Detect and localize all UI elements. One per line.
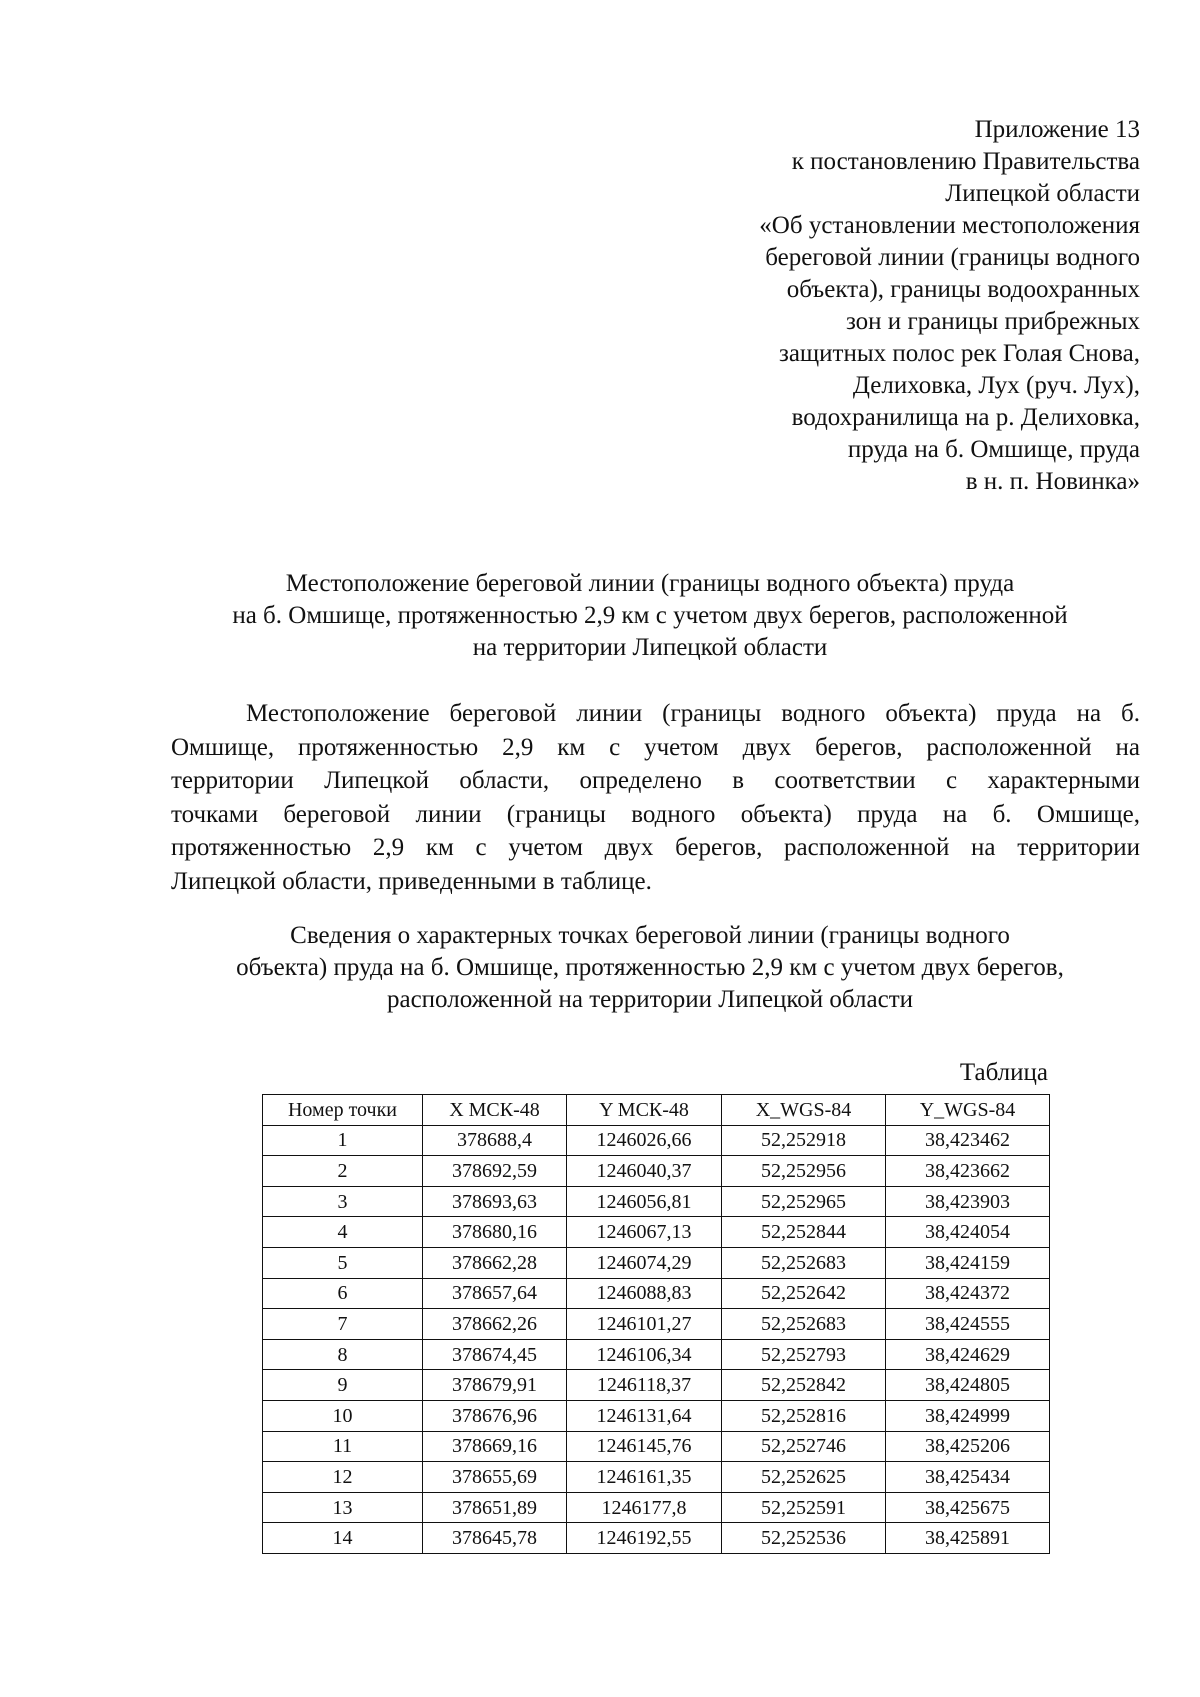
cell-x-wgs: 52,252918 (722, 1125, 886, 1156)
appendix-line: береговой линии (границы водного (765, 244, 1140, 271)
header-cell-point-number: Номер точки (263, 1095, 423, 1126)
appendix-line: объекта), границы водоохранных (786, 276, 1140, 303)
cell-x-msk: 378651,89 (423, 1492, 567, 1523)
cell-point-number: 14 (263, 1523, 423, 1554)
coordinates-table (262, 1094, 1050, 1554)
appendix-line: Липецкой области (945, 180, 1140, 207)
cell-x-wgs: 52,252965 (722, 1186, 886, 1217)
appendix-line: «Об установлении местоположения (759, 212, 1140, 239)
cell-x-wgs: 52,252625 (722, 1462, 886, 1493)
cell-point-number: 5 (263, 1247, 423, 1278)
cell-y-wgs: 38,424999 (886, 1400, 1050, 1431)
cell-point-number: 13 (263, 1492, 423, 1523)
cell-x-wgs: 52,252746 (722, 1431, 886, 1462)
table-row (263, 1217, 1050, 1248)
appendix-line: Делиховка, Лух (руч. Лух), (852, 372, 1140, 399)
cell-x-wgs: 52,252591 (722, 1492, 886, 1523)
cell-point-number: 10 (263, 1400, 423, 1431)
table-row (263, 1125, 1050, 1156)
appendix-line: зон и границы прибрежных (845, 308, 1140, 335)
cell-point-number: 2 (263, 1156, 423, 1187)
cell-y-wgs: 38,425434 (886, 1462, 1050, 1493)
cell-x-msk: 378674,45 (423, 1339, 567, 1370)
table-body (263, 1125, 1050, 1553)
cell-y-wgs: 38,424629 (886, 1339, 1050, 1370)
paragraph-line: протяженностью 2,9 км с учетом двух берегов, расположенной на территории (171, 834, 1140, 861)
cell-x-wgs: 52,252956 (722, 1156, 886, 1187)
cell-y-wgs: 38,425206 (886, 1431, 1050, 1462)
title-line: на б. Омшище, протяженностью 2,9 км с учетом двух берегов, расположенной (232, 602, 1068, 629)
cell-x-wgs: 52,252793 (722, 1339, 886, 1370)
appendix-line: в н. п. Новинка» (965, 468, 1140, 495)
cell-x-wgs: 52,252683 (722, 1247, 886, 1278)
table-row (263, 1247, 1050, 1278)
cell-x-msk: 378669,16 (423, 1431, 567, 1462)
cell-y-msk: 1246161,35 (567, 1462, 722, 1493)
header-cell-x-wgs: X_WGS-84 (722, 1095, 886, 1126)
cell-point-number: 8 (263, 1339, 423, 1370)
header-cell-y-msk: Y МСК-48 (567, 1095, 722, 1126)
title-line: на территории Липецкой области (472, 634, 828, 661)
cell-y-wgs: 38,424372 (886, 1278, 1050, 1309)
cell-x-wgs: 52,252842 (722, 1370, 886, 1401)
cell-y-msk: 1246040,37 (567, 1156, 722, 1187)
paragraph-line: Липецкой области, приведенными в таблице. (171, 867, 652, 895)
appendix-line: Приложение 13 (974, 116, 1140, 143)
cell-y-wgs: 38,424555 (886, 1309, 1050, 1340)
table-row (263, 1400, 1050, 1431)
cell-x-msk: 378679,91 (423, 1370, 567, 1401)
caption-line: Сведения о характерных точках береговой линии (границы водного (290, 922, 1010, 949)
table-caption (150, 920, 1150, 1016)
cell-point-number: 11 (263, 1431, 423, 1462)
table-header (263, 1095, 1050, 1126)
cell-y-wgs: 38,424159 (886, 1247, 1050, 1278)
cell-y-msk: 1246101,27 (567, 1309, 722, 1340)
document-title (150, 568, 1150, 664)
appendix-line: к постановлению Правительства (791, 148, 1140, 175)
cell-y-wgs: 38,424054 (886, 1217, 1050, 1248)
cell-x-wgs: 52,252642 (722, 1278, 886, 1309)
table-row (263, 1309, 1050, 1340)
table-row (263, 1156, 1050, 1187)
appendix-note (580, 114, 1140, 498)
table-row (263, 1370, 1050, 1401)
cell-point-number: 6 (263, 1278, 423, 1309)
table-row (263, 1523, 1050, 1554)
cell-point-number: 3 (263, 1186, 423, 1217)
cell-y-msk: 1246145,76 (567, 1431, 722, 1462)
cell-x-msk: 378662,28 (423, 1247, 567, 1278)
cell-y-msk: 1246026,66 (567, 1125, 722, 1156)
cell-point-number: 1 (263, 1125, 423, 1156)
cell-x-msk: 378688,4 (423, 1125, 567, 1156)
paragraph-line: территории Липецкой области, определено в соответствии с характерными (171, 767, 1140, 794)
cell-y-wgs: 38,423903 (886, 1186, 1050, 1217)
table-row (263, 1278, 1050, 1309)
cell-x-msk: 378693,63 (423, 1186, 567, 1217)
cell-y-wgs: 38,425675 (886, 1492, 1050, 1523)
appendix-line: защитных полос рек Голая Снова, (778, 340, 1140, 367)
cell-x-msk: 378662,26 (423, 1309, 567, 1340)
cell-y-msk: 1246177,8 (567, 1492, 722, 1523)
cell-y-msk: 1246131,64 (567, 1400, 722, 1431)
cell-y-msk: 1246118,37 (567, 1370, 722, 1401)
cell-y-wgs: 38,423462 (886, 1125, 1050, 1156)
cell-y-wgs: 38,423662 (886, 1156, 1050, 1187)
caption-line: расположенной на территории Липецкой области (386, 986, 913, 1013)
cell-x-wgs: 52,252844 (722, 1217, 886, 1248)
cell-point-number: 7 (263, 1309, 423, 1340)
cell-x-msk: 378657,64 (423, 1278, 567, 1309)
cell-x-msk: 378692,59 (423, 1156, 567, 1187)
cell-x-msk: 378676,96 (423, 1400, 567, 1431)
cell-x-wgs: 52,252683 (722, 1309, 886, 1340)
appendix-line: пруда на б. Омшище, пруда (847, 436, 1140, 463)
paragraph-line: точками береговой линии (границы водного объекта) пруда на б. Омшище, (171, 800, 1140, 828)
cell-x-msk: 378645,78 (423, 1523, 567, 1554)
header-cell-y-wgs: Y_WGS-84 (886, 1095, 1050, 1126)
table-row (263, 1186, 1050, 1217)
cell-x-wgs: 52,252536 (722, 1523, 886, 1554)
table-row (263, 1492, 1050, 1523)
cell-x-msk: 378680,16 (423, 1217, 567, 1248)
paragraph-line: Местоположение береговой линии (границы водного объекта) пруда на б. (246, 700, 1140, 727)
table-row (263, 1431, 1050, 1462)
cell-x-wgs: 52,252816 (722, 1400, 886, 1431)
header-row (263, 1095, 1050, 1126)
cell-point-number: 4 (263, 1217, 423, 1248)
table-row (263, 1339, 1050, 1370)
appendix-line: водохранилища на р. Делиховка, (791, 404, 1140, 431)
body-paragraph (171, 697, 1140, 898)
cell-y-wgs: 38,424805 (886, 1370, 1050, 1401)
title-line: Местоположение береговой линии (границы водного объекта) пруда (285, 570, 1015, 597)
caption-line: объекта) пруда на б. Омшище, протяженностью 2,9 км с учетом двух берегов, (236, 954, 1064, 981)
cell-y-wgs: 38,425891 (886, 1523, 1050, 1554)
paragraph-line: Омшище, протяженностью 2,9 км с учетом двух берегов, расположенной на (171, 733, 1140, 761)
cell-point-number: 12 (263, 1462, 423, 1493)
cell-y-msk: 1246088,83 (567, 1278, 722, 1309)
table-label: Таблица (959, 1059, 1048, 1086)
cell-y-msk: 1246056,81 (567, 1186, 722, 1217)
cell-y-msk: 1246106,34 (567, 1339, 722, 1370)
cell-x-msk: 378655,69 (423, 1462, 567, 1493)
cell-point-number: 9 (263, 1370, 423, 1401)
table-row (263, 1462, 1050, 1493)
header-cell-x-msk: X МСК-48 (423, 1095, 567, 1126)
cell-y-msk: 1246067,13 (567, 1217, 722, 1248)
cell-y-msk: 1246192,55 (567, 1523, 722, 1554)
cell-y-msk: 1246074,29 (567, 1247, 722, 1278)
